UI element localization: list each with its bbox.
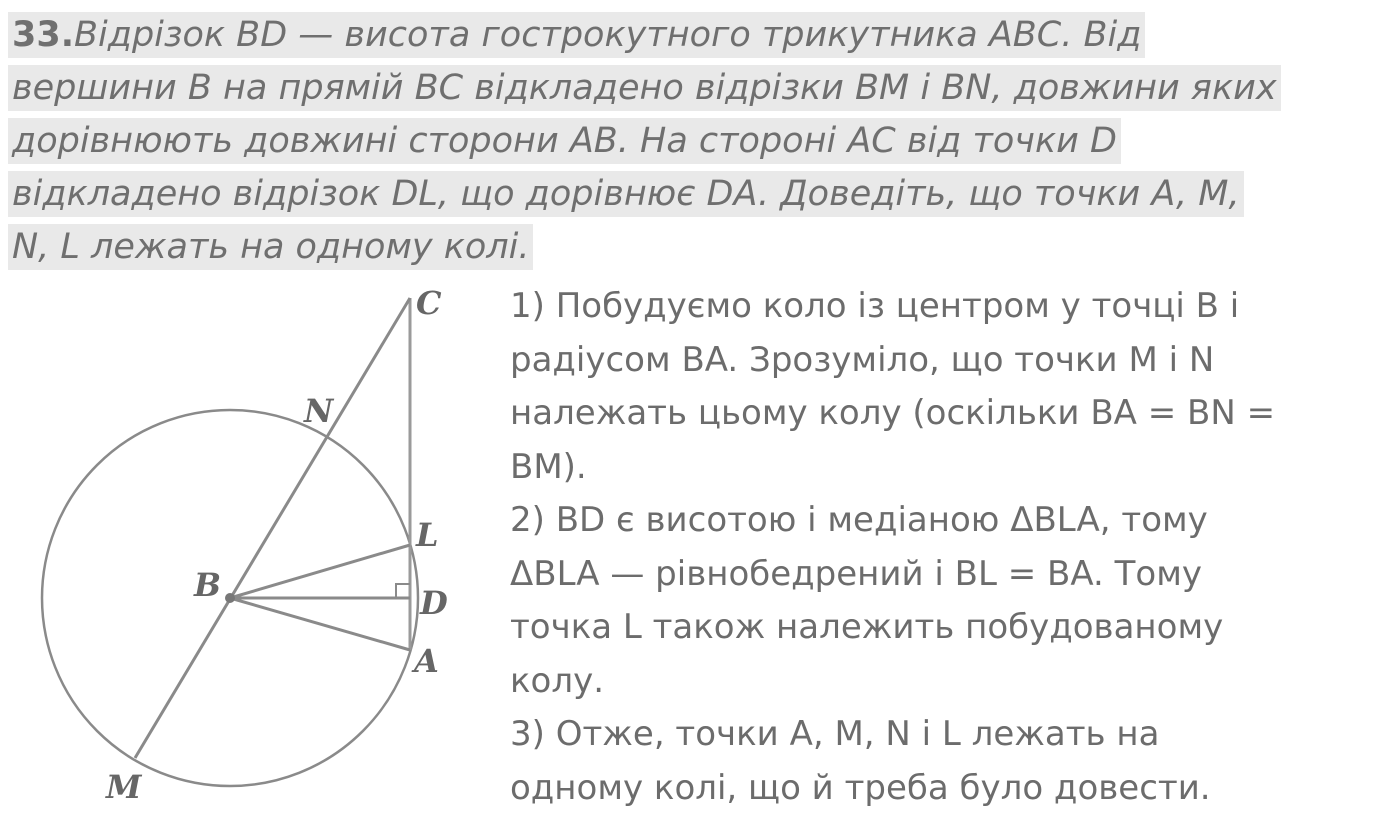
label-l: L <box>416 516 439 554</box>
solution-line-9: 3) Отже, точки A, M, N і L лежать на <box>510 714 1160 754</box>
point-b <box>225 593 235 603</box>
label-n: N <box>304 392 334 430</box>
problem-line-4: відкладено відрізок DL, що дорівнює DA. Доведіть, що точки A, M, <box>8 171 1244 217</box>
label-d: D <box>420 584 448 622</box>
solution-line-3: належать цьому колу (оскільки BA = BN = <box>510 393 1276 433</box>
problem-line-2: вершини B на прямій BC відкладено відрізки BM і BN, довжини яких <box>8 65 1281 111</box>
right-angle-mark <box>396 584 410 598</box>
solution-line-10: одному колі, що й треба було довести. <box>510 767 1211 808</box>
label-a: A <box>414 642 439 680</box>
solution-line-7: точка L також належить побудованому <box>510 607 1224 647</box>
solution-line-4: BM). <box>510 446 587 487</box>
label-m: M <box>106 768 142 806</box>
solution-line-8: колу. <box>510 660 604 701</box>
solution-line-1: 1) Побудуємо коло із центром у точці B і <box>510 286 1240 326</box>
problem-line-5: N, L лежать на одному колі. <box>8 224 533 270</box>
solution-line-5: 2) BD є висотою і медіаною ΔBLA, тому <box>510 500 1208 540</box>
problem-text-line: Відрізок BD — висота гострокутного трикутника ABC. Від <box>74 15 1142 55</box>
label-b: B <box>194 566 222 604</box>
solution-text <box>510 280 1380 815</box>
geometry-figure <box>30 280 470 820</box>
problem-number: 33. <box>12 15 75 55</box>
solution-line-6: ΔBLA — рівнобедрений і BL = BA. Тому <box>510 553 1202 594</box>
solution-line-2: радіусом BA. Зрозуміло, що точки M і N <box>510 339 1215 380</box>
problem-statement <box>8 12 1378 277</box>
segment-ba <box>230 598 410 650</box>
problem-line-1 <box>8 12 1145 58</box>
line-mc <box>135 298 410 758</box>
problem-line-3: дорівнюють довжині сторони AB. На стороні AC від точки D <box>8 118 1121 164</box>
label-c: C <box>416 284 442 322</box>
